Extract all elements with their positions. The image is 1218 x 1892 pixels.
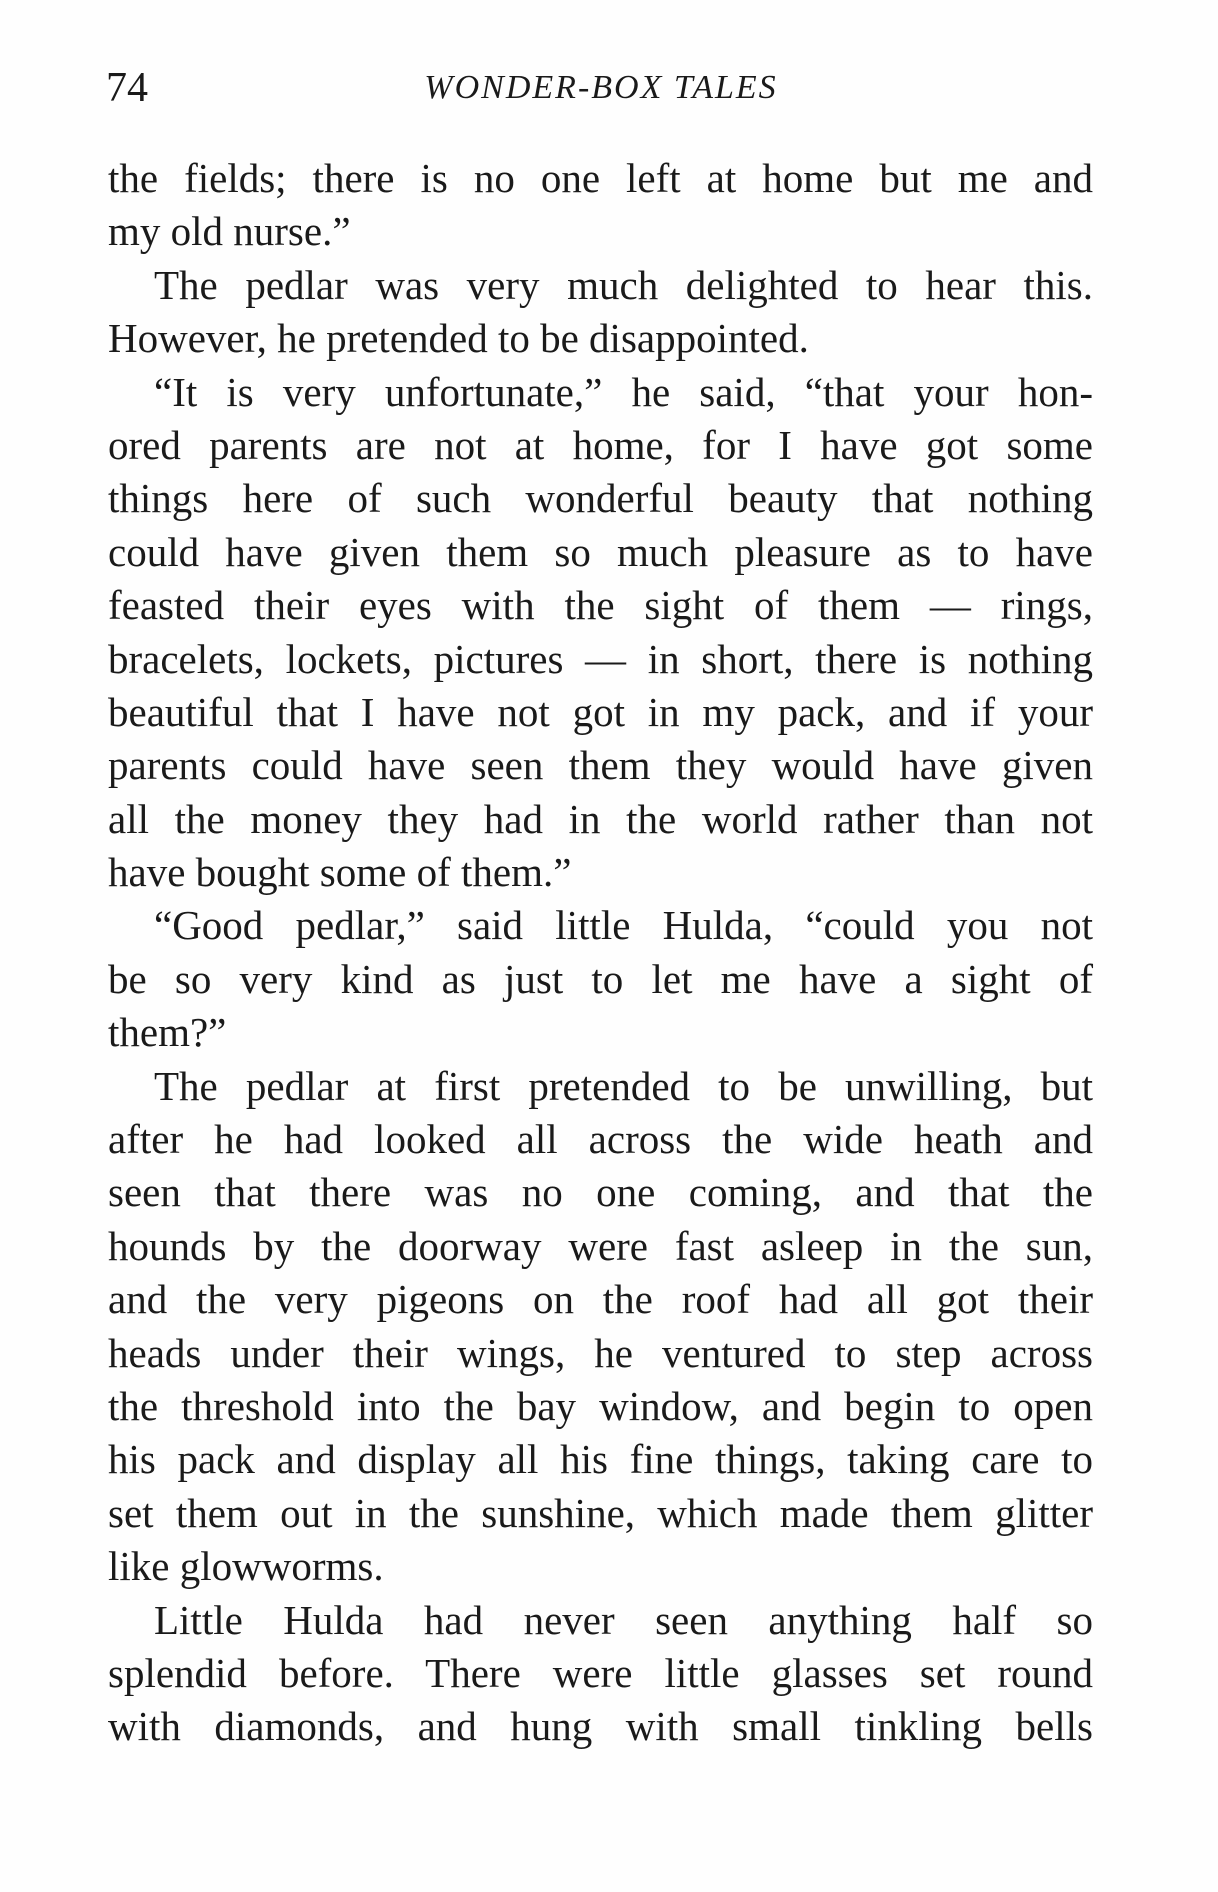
text-line: hounds by the doorway were fast asleep in the sun, [108,1222,1093,1269]
text-line: set them out in the sunshine, which made them glitter [108,1489,1093,1536]
text-line: The pedlar was very much delighted to hear this. [154,261,1093,308]
text-line: “Good pedlar,” said little Hulda, “could you not [154,902,1093,949]
body-text [108,152,1093,1754]
text-line: all the money they had in the world rather than not [108,795,1093,842]
text-line: the fields; there is no one left at home but me and [108,155,1093,201]
text-line: with diamonds, and hung with small tinkling bells [108,1703,1093,1750]
text-line: seen that there was no one coming, and that the [108,1169,1093,1216]
text-line: my old nurse.” [108,208,351,255]
text-line: the threshold into the bay window, and begin to open [108,1382,1093,1429]
text-line: ored parents are not at home, for I have got some [108,421,1093,468]
text-line: his pack and display all his fine things, taking care to [108,1436,1093,1483]
text-line: be so very kind as just to let me have a sight of [108,955,1093,1002]
text-line: and the very pigeons on the roof had all got their [108,1276,1093,1323]
text-line: feasted their eyes with the sight of them — rings, [108,582,1093,629]
text-line: bracelets, lockets, pictures — in short, there is nothing [108,635,1093,682]
page-number: 74 [106,65,148,111]
text-line: have bought some of them.” [108,849,572,896]
running-head [106,58,1096,118]
text-line: things here of such wonderful beauty that nothing [108,475,1093,522]
text-line: However, he pretended to be disappointed. [108,315,809,362]
text-line: beautiful that I have not got in my pack, and if your [108,688,1093,735]
running-title: WONDER-BOX TALES [424,69,778,106]
text-line: could have given them so much pleasure as to have [108,528,1093,575]
text-line: heads under their wings, he ventured to step across [108,1329,1093,1376]
text-line: after he had looked all across the wide heath and [108,1116,1093,1163]
text-line: splendid before. There were little glasses set round [108,1649,1093,1696]
text-line: The pedlar at first pretended to be unwilling, but [154,1062,1093,1109]
text-line: them?” [108,1009,227,1056]
text-line: Little Hulda had never seen anything half so [154,1596,1093,1643]
text-line: parents could have seen them they would have given [108,742,1093,789]
text-line: “It is very unfortunate,” he said, “that your hon- [154,368,1093,415]
text-line: like glowworms. [108,1543,384,1590]
